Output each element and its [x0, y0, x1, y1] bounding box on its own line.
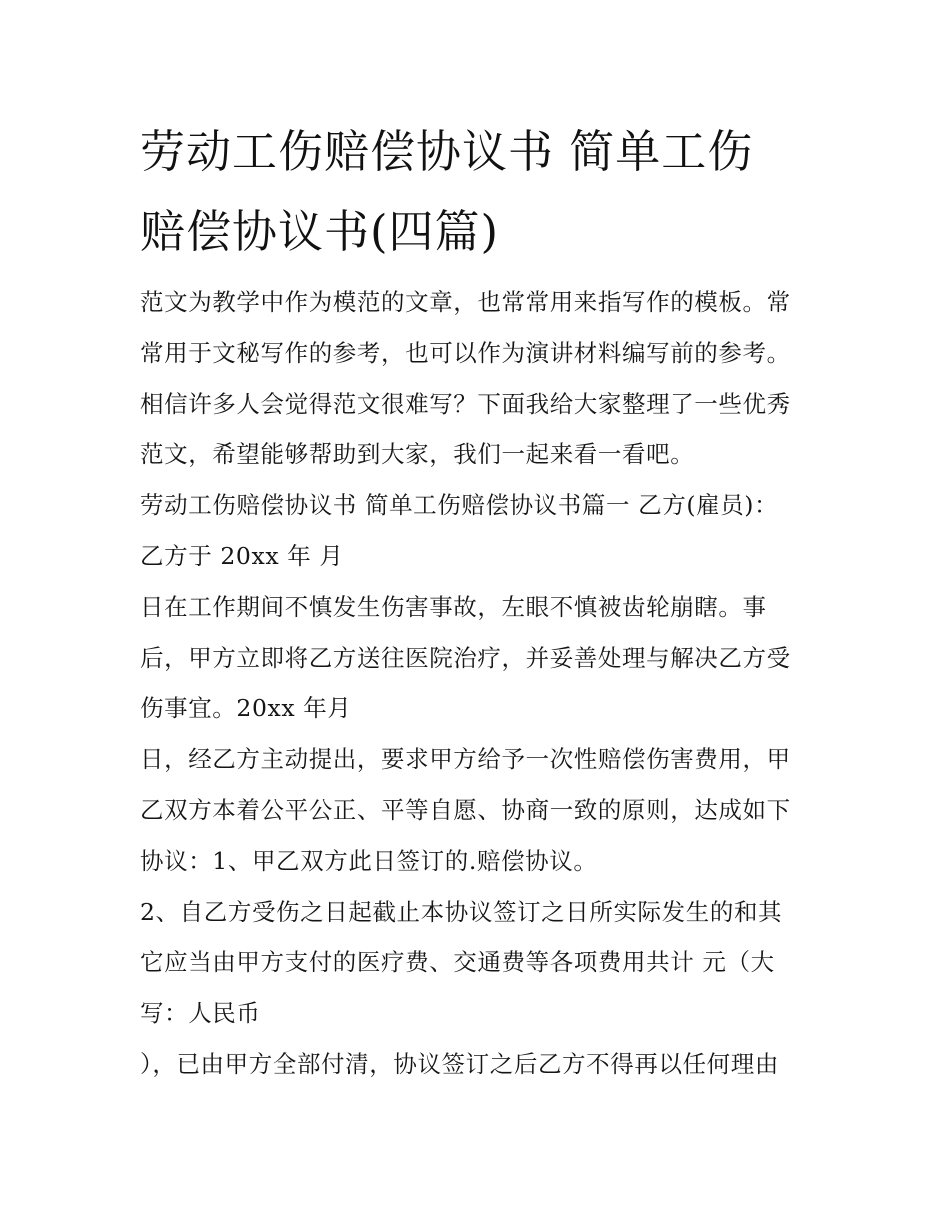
body-text-line: 写：人民币: [140, 999, 261, 1028]
section-heading-line: 劳动工伤赔偿协议书 简单工伤赔偿协议书篇一 乙方(雇员)：: [140, 491, 779, 520]
intro-paragraph-line: 常用于文秘写作的参考，也可以作为演讲材料编写前的参考。: [140, 338, 791, 367]
body-text-line: 它应当由甲方支付的医疗费、交通费等各项费用共计 元（大: [140, 948, 775, 977]
title-line-1: 劳动工伤赔偿协议书 简单工伤: [140, 125, 754, 178]
body-text-line: 后，甲方立即将乙方送往医院治疗，并妥善处理与解决乙方受: [140, 643, 791, 672]
document-title: [140, 112, 820, 272]
intro-paragraph-line: 范文，希望能够帮助到大家，我们一起来看一看吧。: [140, 440, 695, 469]
title-line-2: 赔偿协议书(四篇): [140, 205, 500, 258]
body-text-line: 日在工作期间不慎发生伤害事故，左眼不慎被齿轮崩瞎。事: [140, 592, 767, 621]
body-text-line: 乙双方本着公平公正、平等自愿、协商一致的原则，达成如下: [140, 795, 791, 824]
body-text-line: 乙方于 20xx 年 月: [140, 541, 344, 570]
body-text-line: 伤事宜。20xx 年月: [140, 694, 352, 723]
document-body: [140, 277, 830, 1090]
agreement-clause-2: 2、自乙方受伤之日起截止本协议签订之日所实际发生的和其: [140, 897, 783, 926]
body-text-line: 日，经乙方主动提出，要求甲方给予一次性赔偿伤害费用，甲: [140, 745, 791, 774]
intro-paragraph-line: 相信许多人会觉得范文很难写？下面我给大家整理了一些优秀: [140, 389, 791, 418]
intro-paragraph-line: 范文为教学中作为模范的文章，也常常用来指写作的模板。常: [140, 288, 791, 316]
body-text-line: ），已由甲方全部付清，协议签订之后乙方不得再以任何理由: [140, 1049, 779, 1078]
agreement-clause-1: 协议：1、甲乙双方此日签订的.赔偿协议。: [140, 846, 598, 875]
